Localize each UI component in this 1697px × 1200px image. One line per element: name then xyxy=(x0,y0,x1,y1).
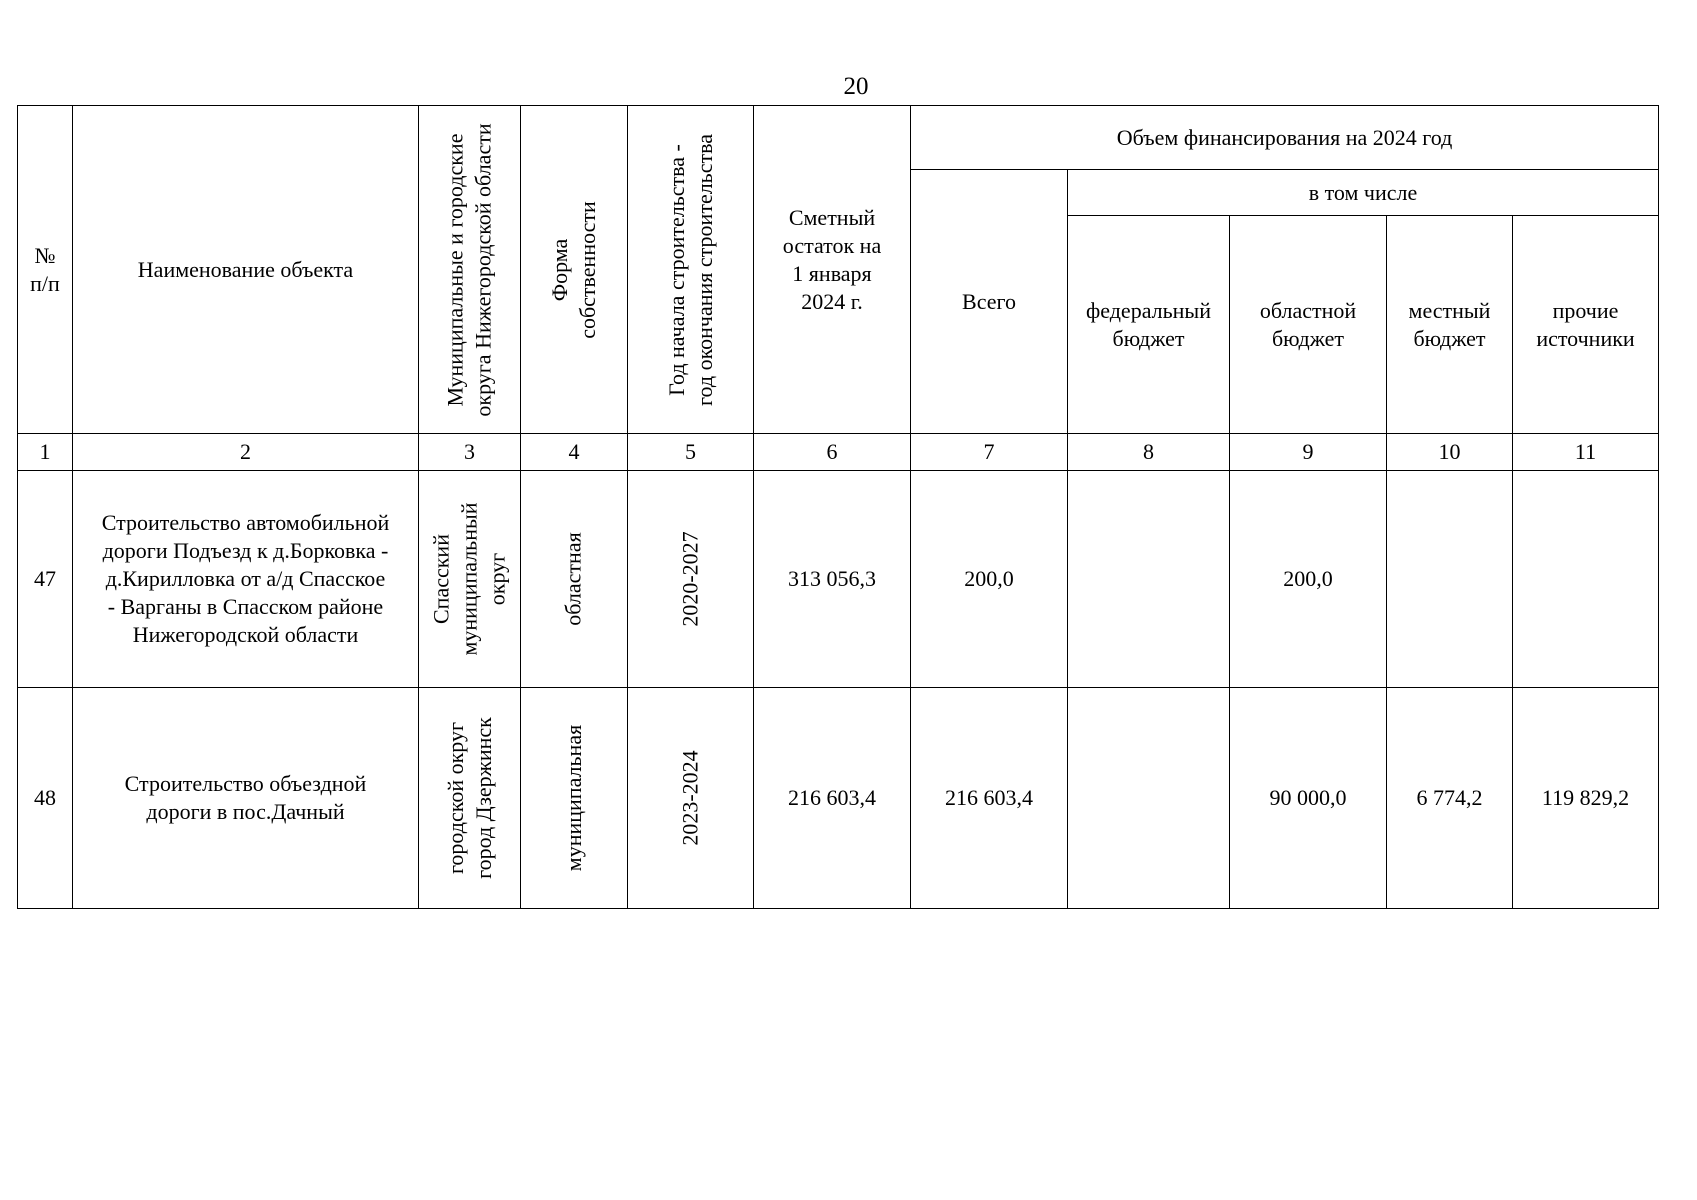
header-total: Всего xyxy=(911,170,1068,434)
row-ownership: муниципальная xyxy=(521,688,628,909)
column-number: 3 xyxy=(419,434,521,471)
column-number: 7 xyxy=(911,434,1068,471)
header-local: местный бюджет xyxy=(1387,216,1513,434)
row-other: 119 829,2 xyxy=(1513,688,1659,909)
funding-table xyxy=(17,105,1659,909)
row-regional: 90 000,0 xyxy=(1230,688,1387,909)
header-funding: Объем финансирования на 2024 год xyxy=(911,106,1659,170)
column-number-row xyxy=(18,434,1659,471)
table-row xyxy=(18,471,1659,688)
page-number: 20 xyxy=(843,73,869,100)
row-local xyxy=(1387,471,1513,688)
row-municipality: Спасский муниципальный округ xyxy=(419,471,521,688)
row-other xyxy=(1513,471,1659,688)
row-estimate: 313 056,3 xyxy=(754,471,911,688)
column-number: 8 xyxy=(1068,434,1230,471)
row-name: Строительство автомобильной дороги Подъезд к д.Борковка - д.Кирилловка от а/д Спасское - Варганы в Спасском районе Нижегородской области xyxy=(73,471,419,688)
row-ownership: областная xyxy=(521,471,628,688)
header-years: Год начала строительства - год окончания строительства xyxy=(628,106,754,434)
column-number: 6 xyxy=(754,434,911,471)
header-including: в том числе xyxy=(1068,170,1659,216)
column-number: 4 xyxy=(521,434,628,471)
row-name: Строительство объездной дороги в пос.Дачный xyxy=(73,688,419,909)
column-number: 11 xyxy=(1513,434,1659,471)
row-num: 47 xyxy=(18,471,73,688)
column-number: 2 xyxy=(73,434,419,471)
row-years: 2023-2024 xyxy=(628,688,754,909)
row-num: 48 xyxy=(18,688,73,909)
row-local: 6 774,2 xyxy=(1387,688,1513,909)
header-municipality: Муниципальные и городские округа Нижегородской области xyxy=(419,106,521,434)
header-estimate: Сметный остаток на 1 января 2024 г. xyxy=(754,106,911,434)
row-years: 2020-2027 xyxy=(628,471,754,688)
header-federal: федеральный бюджет xyxy=(1068,216,1230,434)
row-federal xyxy=(1068,688,1230,909)
column-number: 1 xyxy=(18,434,73,471)
column-number: 9 xyxy=(1230,434,1387,471)
row-municipality: городской округ город Дзержинск xyxy=(419,688,521,909)
row-federal xyxy=(1068,471,1230,688)
table-row xyxy=(18,688,1659,909)
row-regional: 200,0 xyxy=(1230,471,1387,688)
column-number: 10 xyxy=(1387,434,1513,471)
header-ownership: Форма собственности xyxy=(521,106,628,434)
header-name: Наименование объекта xyxy=(73,106,419,434)
header-num: № п/п xyxy=(18,106,73,434)
header-other: прочие источники xyxy=(1513,216,1659,434)
row-estimate: 216 603,4 xyxy=(754,688,911,909)
column-number: 5 xyxy=(628,434,754,471)
row-total: 216 603,4 xyxy=(911,688,1068,909)
row-total: 200,0 xyxy=(911,471,1068,688)
header-regional: областной бюджет xyxy=(1230,216,1387,434)
